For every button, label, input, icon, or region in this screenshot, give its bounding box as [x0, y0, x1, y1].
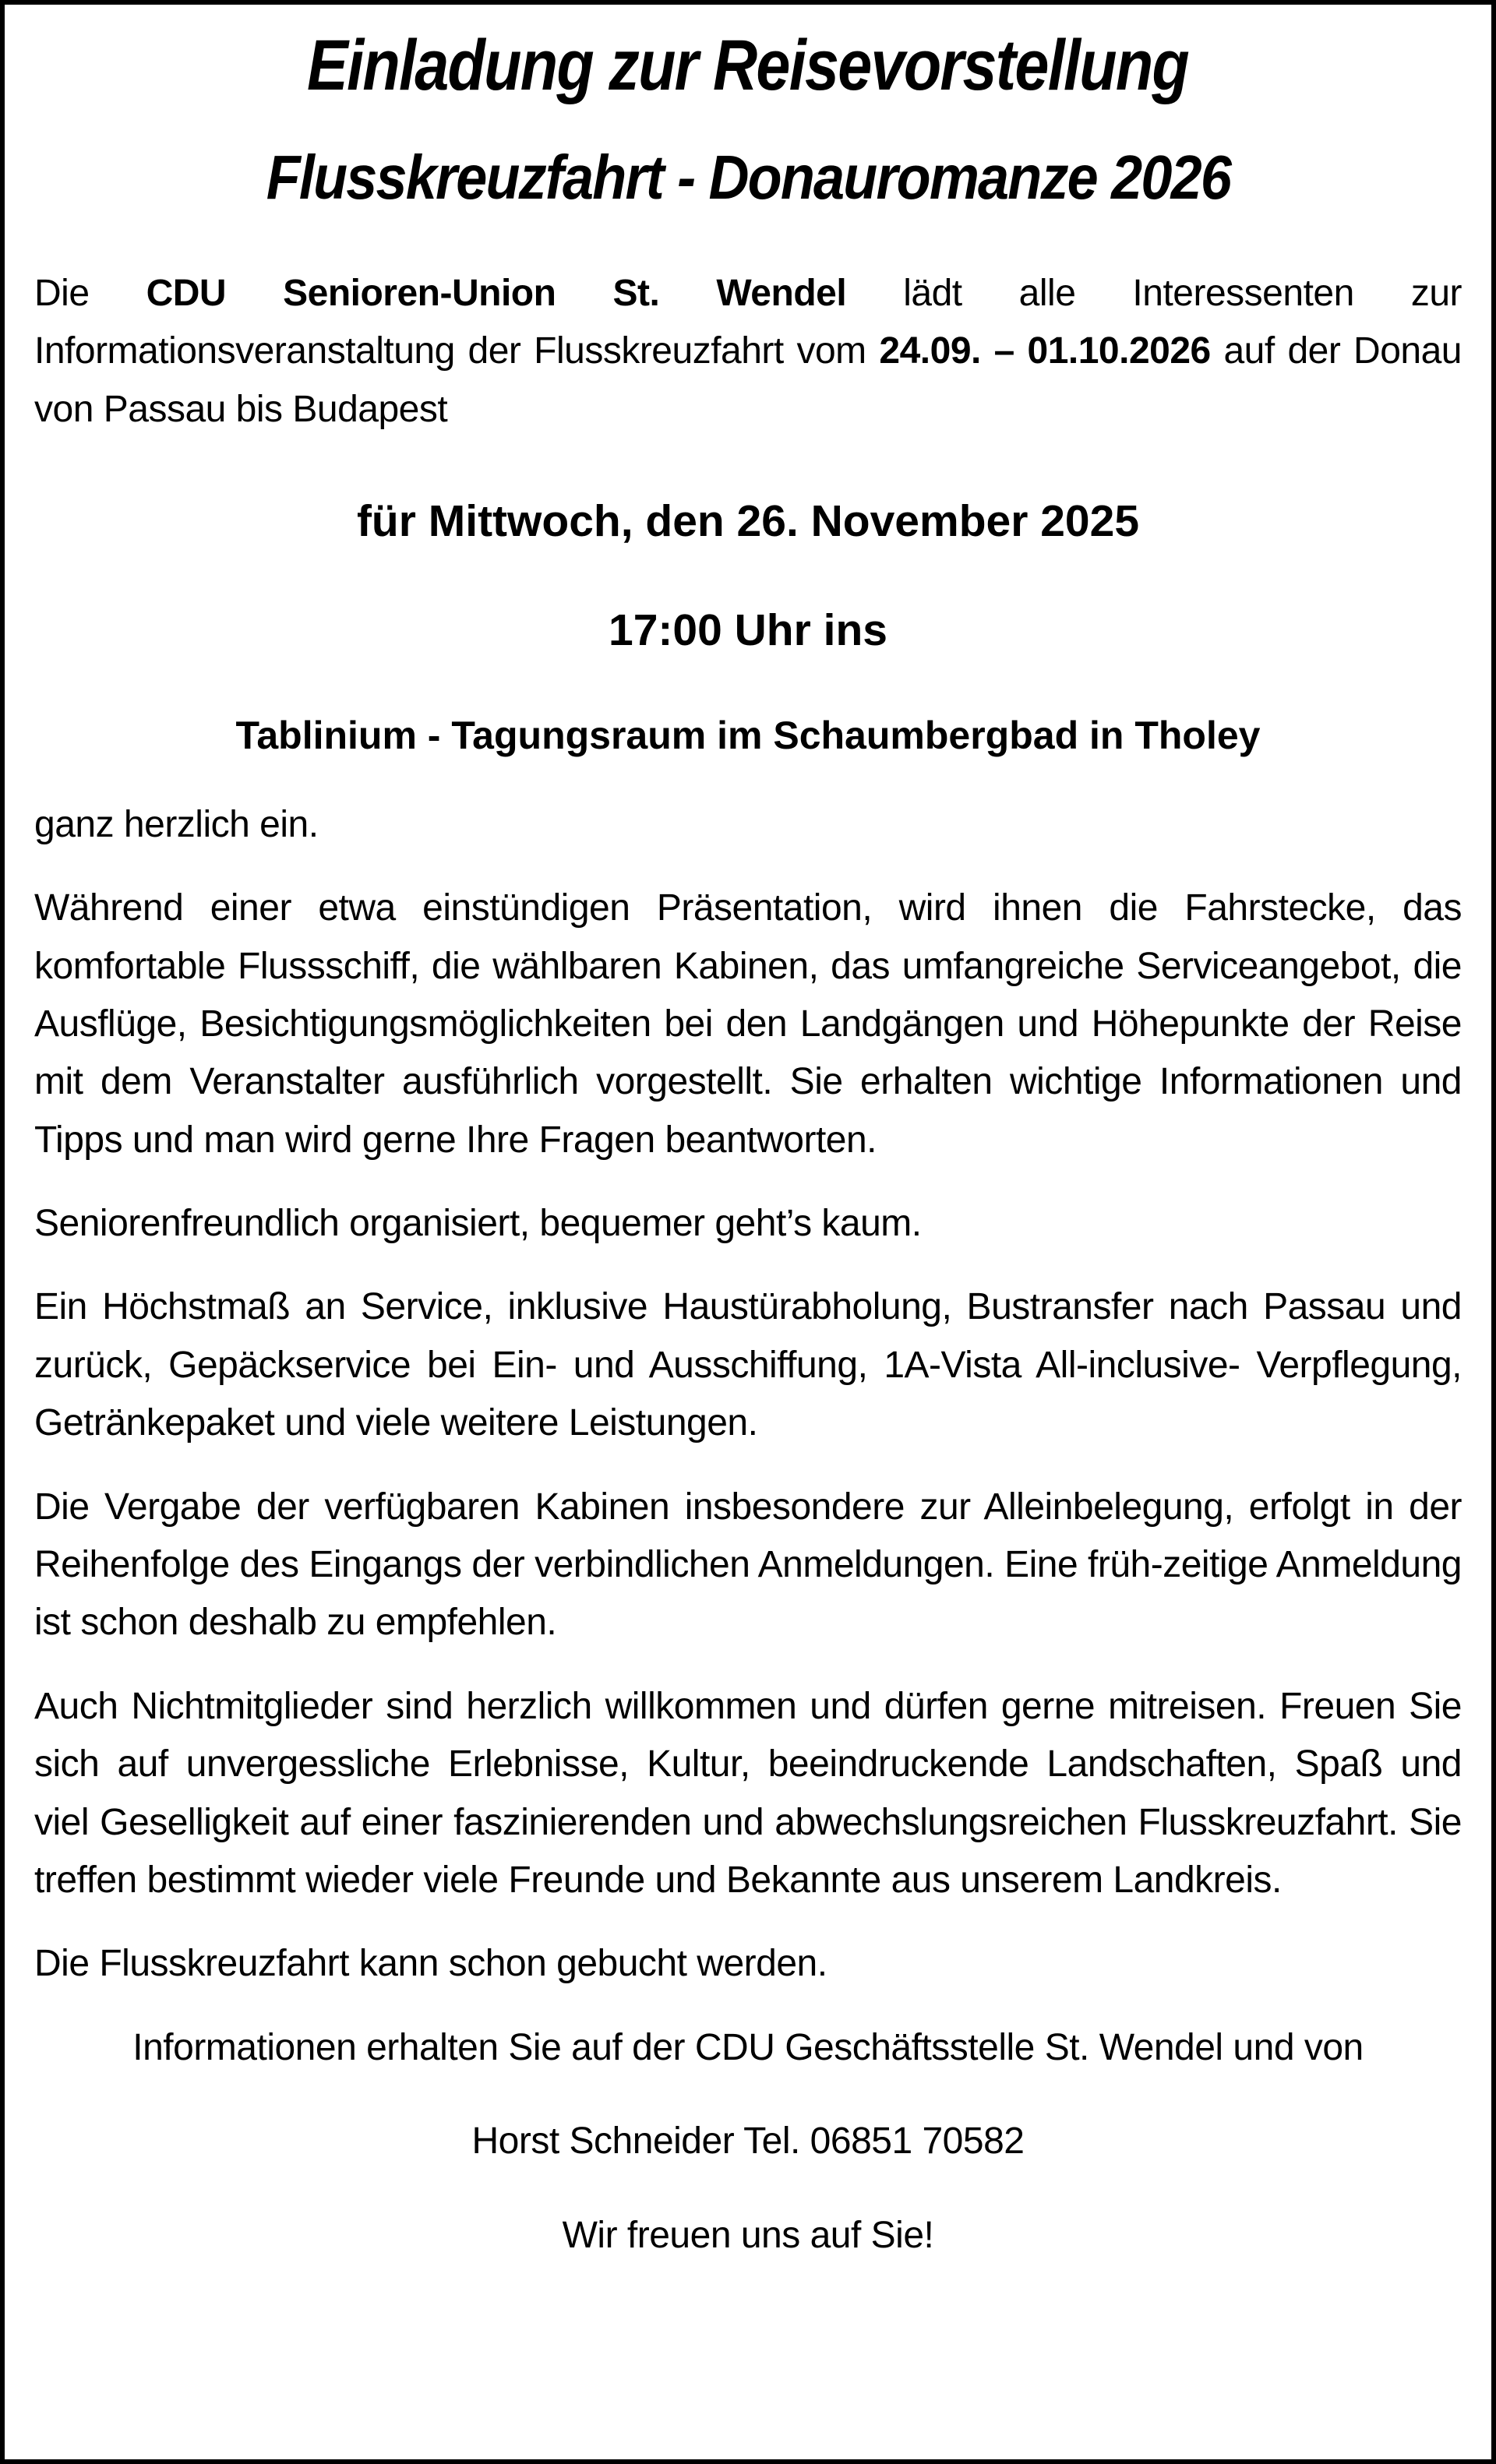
intro-pre-text: Die: [34, 272, 146, 314]
event-venue-heading: Tablinium - Tagungsraum im Schaumbergbad in Tholey: [235, 713, 1261, 757]
presentation-paragraph: Während einer etwa einstündigen Präsentation, wird ihnen die Fahrstecke, das komfortable Flussschiff, die wählbaren Kabinen, das umfangreiche Serviceangebot, die Ausflüge, Besichtigungsmöglichkeiten bei den Landgängen und Höhepunkte der Reise mit dem Veranstalter ausführlich vorgestellt. Sie erhalten wichtige Informationen und Tipps und man wird gerne Ihre Fragen beantworten.: [34, 887, 1462, 1161]
intro-post-text: auf der Donau von Passau bis Budapest: [34, 330, 1462, 430]
travel-dates: 24.09. – 01.10.2026: [879, 330, 1211, 372]
footer-info-line: Informationen erhalten Sie auf der CDU Geschäftsstelle St. Wendel und von: [132, 2026, 1364, 2068]
senior-friendly-paragraph: Seniorenfreundlich organisiert, bequemer geht’s kaum.: [34, 1203, 922, 1245]
organization-name: CDU Senioren-Union St. Wendel: [146, 272, 847, 314]
booking-paragraph: Die Flusskreuzfahrt kann schon gebucht werden.: [34, 1943, 827, 1985]
footer-contact-line: Horst Schneider Tel. 06851 70582: [471, 2120, 1025, 2163]
service-paragraph: Ein Höchstmaß an Service, inklusive Haustürabholung, Bustransfer nach Passau und zurück, Gepäckservice bei Ein- und Ausschiffung, 1A-Vista All-inclusive- Verpflegung, Getränkepaket und viele weitere Leistungen.: [34, 1286, 1462, 1444]
intro-paragraph: [34, 265, 1462, 439]
non-members-paragraph: Auch Nichtmitglieder sind herzlich willkommen und dürfen gerne mitreisen. Freuen Sie sich auf unvergessliche Erlebnisse, Kultur, beeindruckende Landschaften, Spaß und viel Geselligkeit auf einer faszinierenden und abwechslungsreichen Flusskreuzfahrt. Sie treffen bestimmt wieder viele Freunde und Bekannte aus unserem Landkreis.: [34, 1685, 1462, 1901]
document-title-text: Einladung zur Reisevorstellung: [307, 26, 1189, 105]
event-date-heading: für Mittwoch, den 26. November 2025: [356, 495, 1140, 546]
document-title: [34, 25, 1462, 108]
cabin-allocation-paragraph: Die Vergabe der verfügbaren Kabinen insbesondere zur Alleinbelegung, erfolgt in der Reihenfolge des Eingangs der verbindlichen Anmeldungen. Eine früh-zeitige Anmeldung ist schon deshalb zu empfehlen.: [34, 1486, 1462, 1644]
intro-mid-text: lädt alle Interessenten zur Informationsveranstaltung der Flusskreuzfahrt vom: [34, 272, 1462, 372]
event-time-heading: 17:00 Uhr ins: [609, 605, 887, 656]
document-subtitle: [34, 142, 1462, 213]
invitation-closing-line: ganz herzlich ein.: [34, 803, 319, 845]
document-subtitle-text: Flusskreuzfahrt - Donauromanze 2026: [266, 142, 1230, 212]
footer-farewell-line: Wir freuen uns auf Sie!: [562, 2214, 934, 2256]
